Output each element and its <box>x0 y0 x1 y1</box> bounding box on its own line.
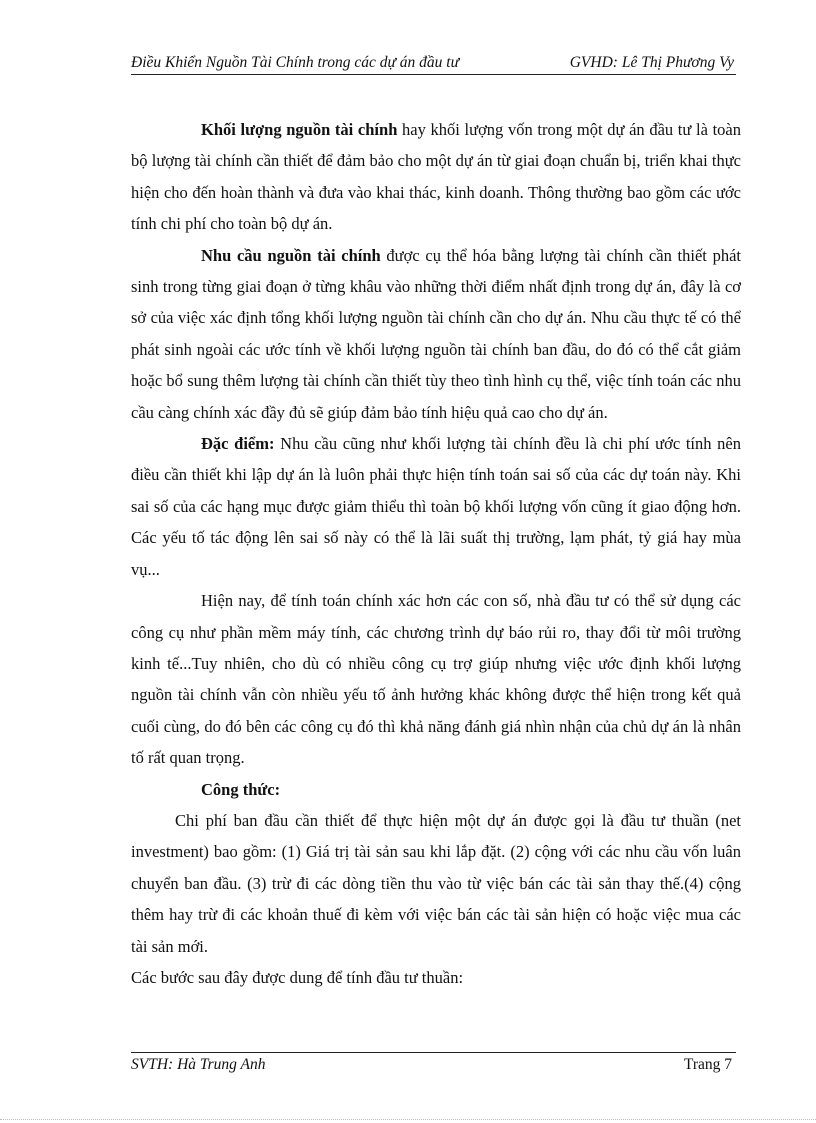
student-name: SVTH: Hà Trung Anh <box>131 1056 266 1073</box>
page-body <box>131 114 741 993</box>
document-title: Điều Khiển Nguồn Tài Chính trong các dự án đầu tư <box>131 54 460 71</box>
term-characteristics: Đặc điểm: <box>201 434 275 454</box>
paragraph-text: Nhu cầu cũng như khối lượng tài chính đều là chi phí ước tính nên điều cần thiết khi lập dự án là luôn phải thực hiện tính toán sai số của các dự toán này. Khi sai số của các hạng mục được giảm thiểu thì toàn bộ khối lượng vốn cũng ít giao động hơn. Các yếu tố tác động lên sai số này có thể là lãi suất thị trường, lạm phát, tỷ giá hay mùa vụ... <box>131 434 741 579</box>
paragraph-financial-volume <box>131 114 741 240</box>
term-financial-volume: Khối lượng nguồn tài chính <box>201 120 398 139</box>
paragraph-characteristics <box>131 428 741 585</box>
paragraph-text: hay khối lượng vốn trong một dự án đầu tư là toàn bộ lượng tài chính cần thiết để đảm bảo cho một dự án từ giai đoạn chuẩn bị, triển khai thực hiện cho đến hoàn thành và đưa vào khai thác, kinh doanh. Thông thường bao gồm các ước tính chi phí cho toàn bộ dự án. <box>131 120 741 234</box>
paragraph-financial-demand <box>131 240 741 428</box>
paragraph-net-investment: Chi phí ban đầu cần thiết để thực hiện một dự án được gọi là đầu tư thuần (net investment) bao gồm: (1) Giá trị tài sản sau khi lắp đặt. (2) cộng với các nhu cầu vốn luân chuyển ban đầu. (3) trừ đi các dòng tiền thu vào từ việc bán các tài sản thay thế.(4) cộng thêm hay trừ đi các khoản thuế đi kèm với việc bán các tài sản hiện có hoặc việc mua các tài sản mới. <box>131 810 741 956</box>
term-financial-demand: Nhu cầu nguồn tài chính <box>201 245 381 265</box>
paragraph-text: được cụ thể hóa bằng lượng tài chính cần thiết phát sinh trong từng giai đoạn ở từng khâu vào những thời điểm nhất định trong dự án, đây là cơ sở của việc xác định tổng khối lượng nguồn tài chính cần cho dự án. Nhu cầu thực tế có thể phát sinh ngoài các ước tính về khối lượng nguồn tài chính ban đầu, do đó có thể cắt giảm hoặc bổ sung thêm lượng tài chính cần thiết tùy theo tình hình cụ thể, việc tính toán các nhu cầu càng chính xác đầy đủ sẽ giúp đảm bảo tính hiệu quả cao cho dự án. <box>131 245 741 422</box>
paragraph-tools: Hiện nay, để tính toán chính xác hơn các con số, nhà đầu tư có thể sử dụng các công cụ như phần mềm máy tính, các chương trình dự báo rủi ro, thay đổi từ môi trường kinh tế...Tuy nhiên, cho dù có nhiều công cụ trợ giúp nhưng việc ước định khối lượng nguồn tài chính vẫn còn nhiều yếu tố ảnh hưởng khác không được thể hiện trong kết quả cuối cùng, do đó bên các công cụ đó thì khả năng đánh giá nhìn nhận của chủ dự án là nhân tố rất quan trọng. <box>131 591 741 768</box>
paragraph-steps: Các bước sau đây được dung để tính đầu tư thuần: <box>131 967 464 987</box>
advisor-name: GVHD: Lê Thị Phương Vy <box>569 54 734 71</box>
page-number: Trang 7 <box>683 1056 732 1073</box>
page-header <box>131 52 736 75</box>
formula-heading: Công thức: <box>201 779 281 799</box>
page-bottom-divider <box>0 1119 816 1120</box>
page-footer <box>131 1052 736 1073</box>
